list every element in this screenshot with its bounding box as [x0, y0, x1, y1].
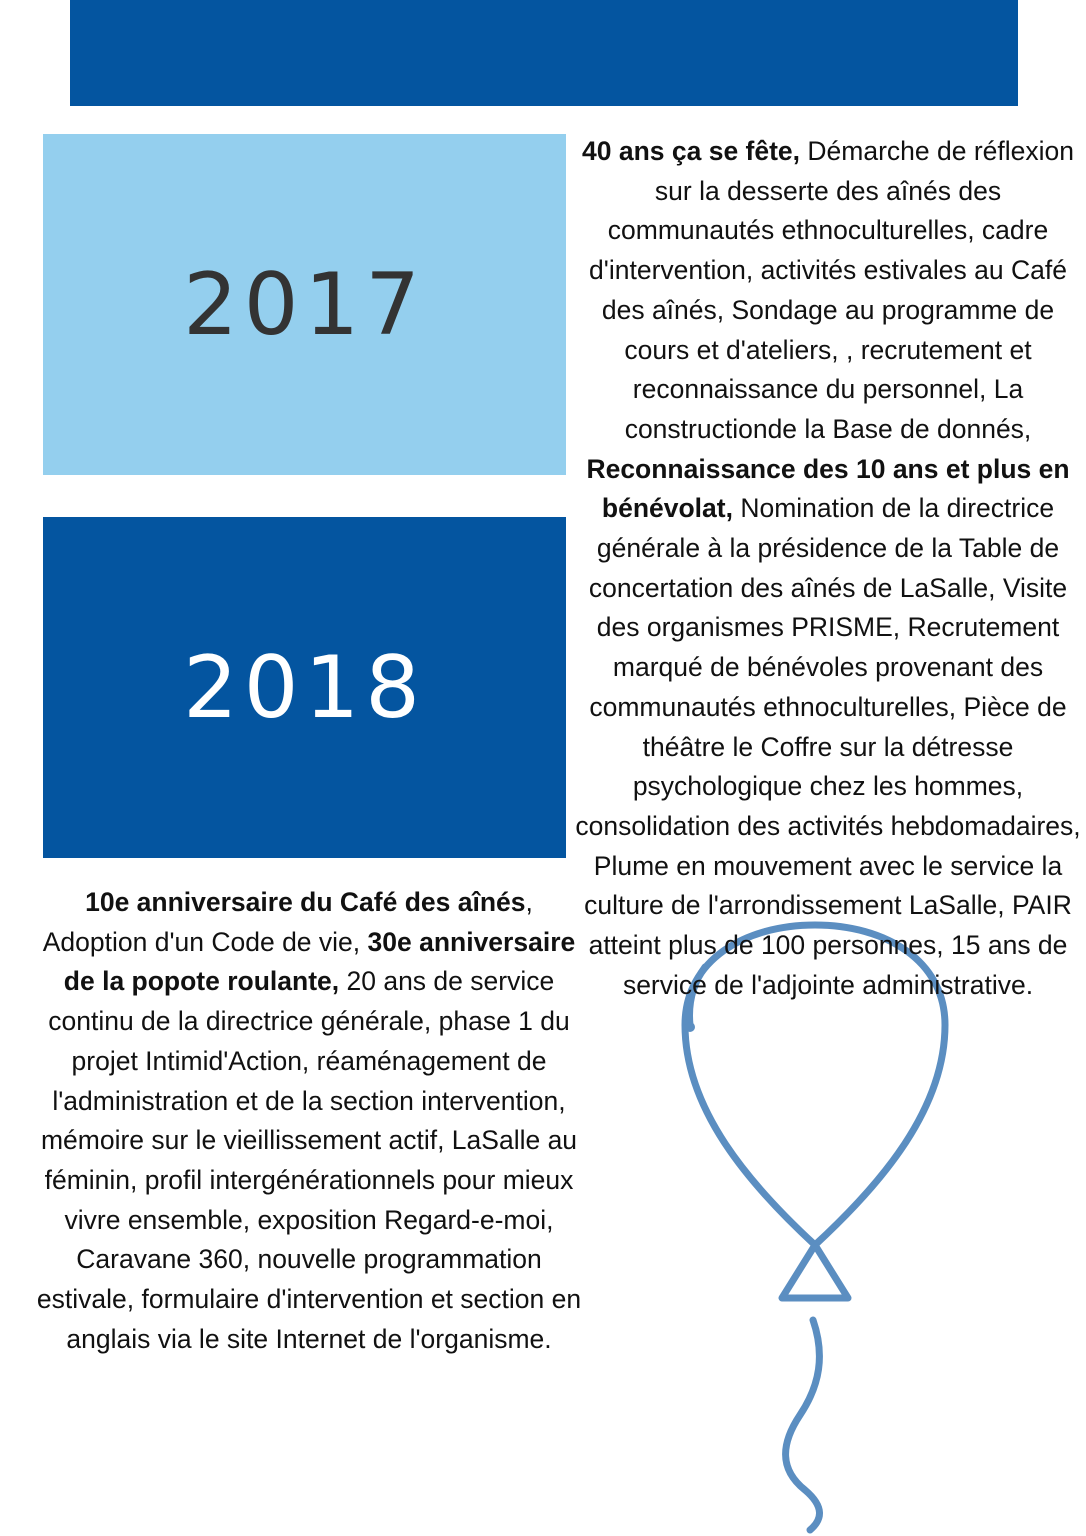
year-label-2018: 2018	[183, 637, 426, 738]
para-2018-seg-1: 10e anniversaire du Café des aînés	[85, 887, 526, 917]
para-2017-seg-3: Reconnaissance des 10 ans et plus en bénévolat,	[586, 453, 1070, 524]
para-2017-seg-2: Démarche de réflexion sur la desserte des aînés des communautés ethnoculturelles, cadre d'intervention, activités estivales au Café des aînés, Sondage au programme de cours et d'ateliers, , recrutement et reconnaissance du personnel, La constructionde la Base de donnés,	[589, 136, 1074, 444]
para-2018-seg-2: , Adoption d'un Code de vie,	[42, 887, 533, 957]
balloon-illustration	[660, 915, 990, 1535]
year-box-2017	[43, 134, 566, 475]
year-box-2018	[43, 517, 566, 858]
balloon-shine-dot	[685, 1022, 695, 1032]
para-2018-seg-4: 20 ans de service continu de la directrice générale, phase 1 du projet Intimid'Action, réaménagement de l'administration et de la section intervention, mémoire sur le vieillissement actif, LaSalle au féminin, profil intergénérationnels pour mieux vivre ensemble, exposition Regard-e-moi, Caravane 360, nouvelle programmation estivale, formulaire d'intervention et section en anglais via le site Internet de l'organisme.	[36, 966, 582, 1354]
para-2018-seg-3: 30e anniversaire de la popote roulante,	[63, 926, 576, 997]
top-banner	[70, 0, 1018, 106]
para-2017-seg-1: 40 ans ça se fête,	[582, 136, 801, 166]
paragraph-2018	[36, 883, 582, 1359]
paragraph-2017	[572, 132, 1084, 1005]
balloon-string	[786, 1320, 820, 1530]
para-2017-seg-4: Nomination de la directrice générale à la présidence de la Table de concertation des aînés de LaSalle, Visite des organismes PRISME, Recrutement marqué de bénévoles provenant des communautés ethnoculturelles, Pièce de théâtre le Coffre sur la détresse psychologique chez les hommes, consolidation des activités hebdomadaires, Plume en mouvement avec le service la culture de l'arrondissement LaSalle, PAIR atteint plus de 100 personnes, 15 ans de service de l'adjointe administrative.	[575, 493, 1081, 1000]
balloon-knot	[782, 1245, 848, 1298]
year-label-2017: 2017	[183, 254, 426, 355]
